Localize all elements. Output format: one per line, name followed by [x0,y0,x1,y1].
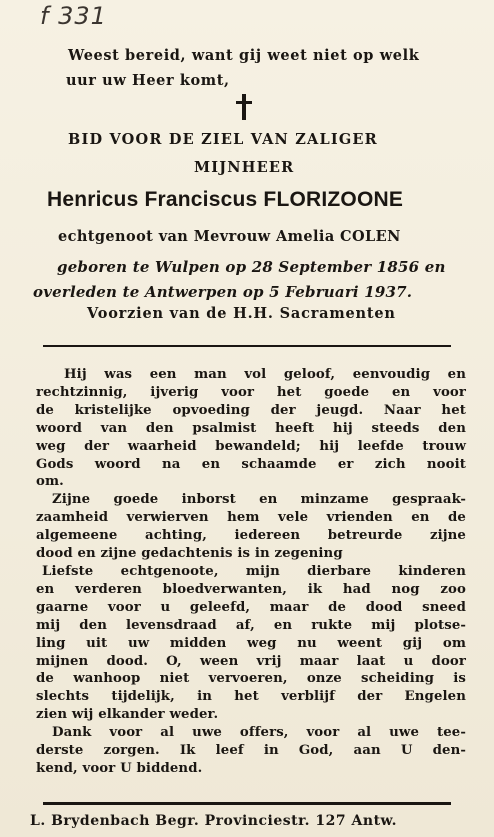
body-line: en verderen bloedverwanten, ik had nog zoo [36,581,466,597]
body-line: kend, voor U biddend. [36,760,203,776]
body-line: mij den levensdraad af, en rukte mij plotse- [36,617,466,633]
verse-line-2: uur uw Heer komt, [66,72,230,89]
body-line: Dank voor al uwe offers, voor al uwe tee- [52,725,466,741]
top-divider [43,345,451,347]
body-line: zaamheid verwierven hem vele vrienden en de [36,510,466,526]
bottom-divider [43,802,451,805]
body-line: ling uit uw midden weg nu weent gij om [36,635,466,651]
sacraments-line: Voorzien van de H.H. Sacramenten [87,305,396,322]
deceased-name: Henricus Franciscus FLORIZOONE [47,188,404,211]
body-line: zien wij elkander weder. [36,707,219,723]
body-line: weg der waarheid bewandeld; hij leefde trouw [36,438,466,454]
body-line: slechts tijdelijk, in het verblijf der Engelen [36,689,466,705]
prayer-heading: BID VOOR DE ZIEL VAN ZALIGER [68,131,378,148]
body-line: dood en zijne gedachtenis is in zegening [36,546,343,562]
verse-line-1: Weest bereid, want gij weet niet op welk [68,47,420,64]
body-line: algemeene achting, iedereen betreurde zijne [36,528,466,544]
memorial-text [36,366,466,778]
printer-imprint: L. Brydenbach Begr. Provinciestr. 127 Antw. [30,813,398,829]
body-line: mijnen dood. O, ween vrij maar laat u door [36,653,466,669]
body-line: om. [36,474,64,490]
body-line: de wanhoop niet vervoeren, onze scheiding is [36,671,466,687]
body-line: gaarne voor u geleefd, maar de dood sneed [36,599,466,615]
birth-line: geboren te Wulpen op 28 September 1856 en [57,258,446,276]
body-line: Gods woord na en schaamde er zich nooit [36,456,466,472]
cross-icon [234,94,254,120]
body-line: rechtzinnig, ijverig voor het goede en voor [36,384,466,400]
body-line: Hij was een man vol geloof, eenvoudig en [64,367,466,382]
body-line: de kristelijke opvoeding der jeugd. Naar het [36,402,466,418]
body-line: derste zorgen. Ik leef in God, aan U den- [36,743,466,759]
body-line: Zijne goede inborst en minzame gespraak- [52,492,466,508]
prayer-title: MIJNHEER [194,159,295,176]
handwritten-archive-number: f 331 [40,2,107,30]
body-line: woord van den psalmist heeft hij steeds den [36,420,466,436]
spouse-line: echtgenoot van Mevrouw Amelia COLEN [58,228,401,245]
death-line: overleden te Antwerpen op 5 Februari 1937. [33,283,413,301]
body-line: Liefste echtgenoote, mijn dierbare kinderen [42,563,466,579]
